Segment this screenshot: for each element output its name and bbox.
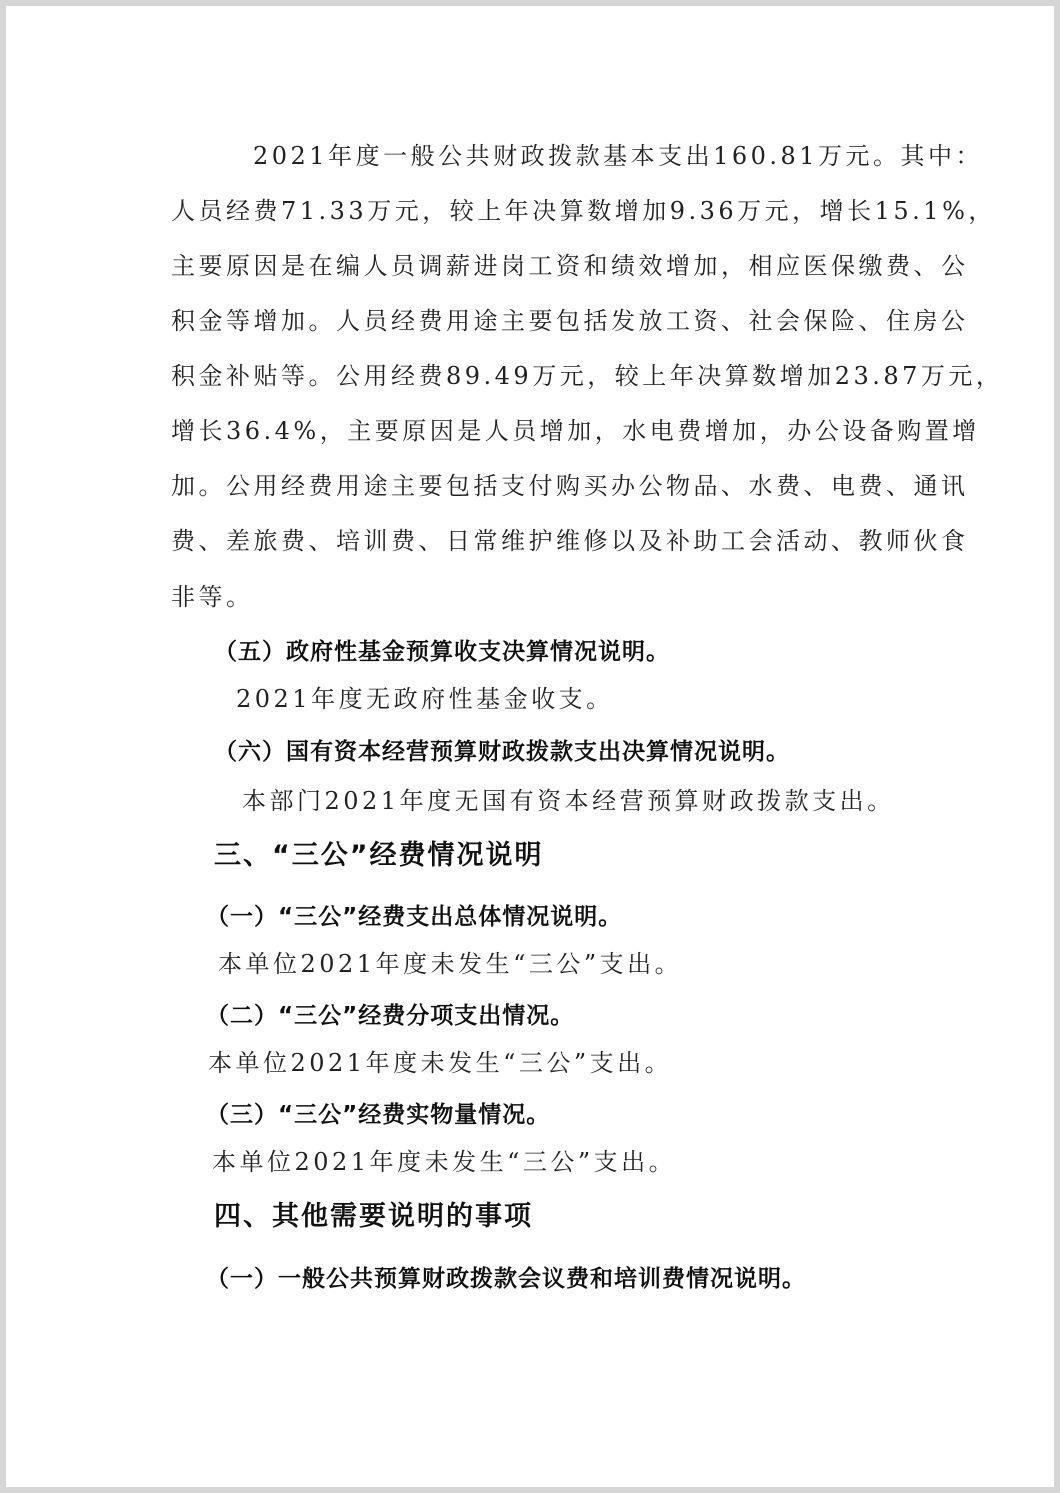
section6-heading: （六）国有资本经营预算财政拨款支出决算情况说明。 — [214, 739, 790, 765]
paragraph-line-5: 积金补贴等。公用经费89.49万元，较上年决算数增加23.87万元， — [171, 362, 1004, 390]
paragraph-line-8: 费、差旅费、培训费、日常维护维修以及补助工会活动、教师伙食 — [171, 527, 969, 555]
part3-sub3-text: 本单位2021年度未发生“三公”支出。 — [212, 1148, 677, 1176]
paragraph-line-9: 非等。 — [171, 583, 254, 611]
part4-heading: 四、其他需要说明的事项 — [214, 1201, 533, 1232]
paragraph-line-1: 2021年度一般公共财政拨款基本支出160.81万元。其中： — [253, 142, 984, 170]
part3-sub3-heading: （三）“三公”经费实物量情况。 — [206, 1102, 551, 1128]
part3-sub2-text: 本单位2021年度未发生“三公”支出。 — [208, 1049, 673, 1077]
part3-sub1-heading: （一）“三公”经费支出总体情况说明。 — [206, 904, 623, 930]
paragraph-line-2: 人员经费71.33万元，较上年决算数增加9.36万元，增长15.1%， — [171, 197, 996, 225]
paragraph-line-6: 增长36.4%，主要原因是人员增加，水电费增加，办公设备购置增 — [171, 417, 980, 445]
section5-heading: （五）政府性基金预算收支决算情况说明。 — [214, 639, 670, 665]
part3-heading: 三、“三公”经费情况说明 — [214, 840, 544, 871]
section6-text: 本部门2021年度无国有资本经营预算财政拨款支出。 — [242, 787, 895, 815]
paragraph-line-4: 积金等增加。人员经费用途主要包括发放工资、社会保险、住房公 — [171, 307, 969, 335]
section5-text: 2021年度无政府性基金收支。 — [236, 685, 614, 713]
paragraph-line-3: 主要原因是在编人员调薪进岗工资和绩效增加，相应医保缴费、公 — [171, 252, 969, 280]
part4-sub1-heading: （一）一般公共预算财政拨款会议费和培训费情况说明。 — [206, 1266, 806, 1292]
part3-sub2-heading: （二）“三公”经费分项支出情况。 — [206, 1003, 575, 1029]
part3-sub1-text: 本单位2021年度未发生“三公”支出。 — [218, 950, 683, 978]
paragraph-line-7: 加。公用经费用途主要包括支付购买办公物品、水费、电费、通讯 — [171, 472, 969, 500]
